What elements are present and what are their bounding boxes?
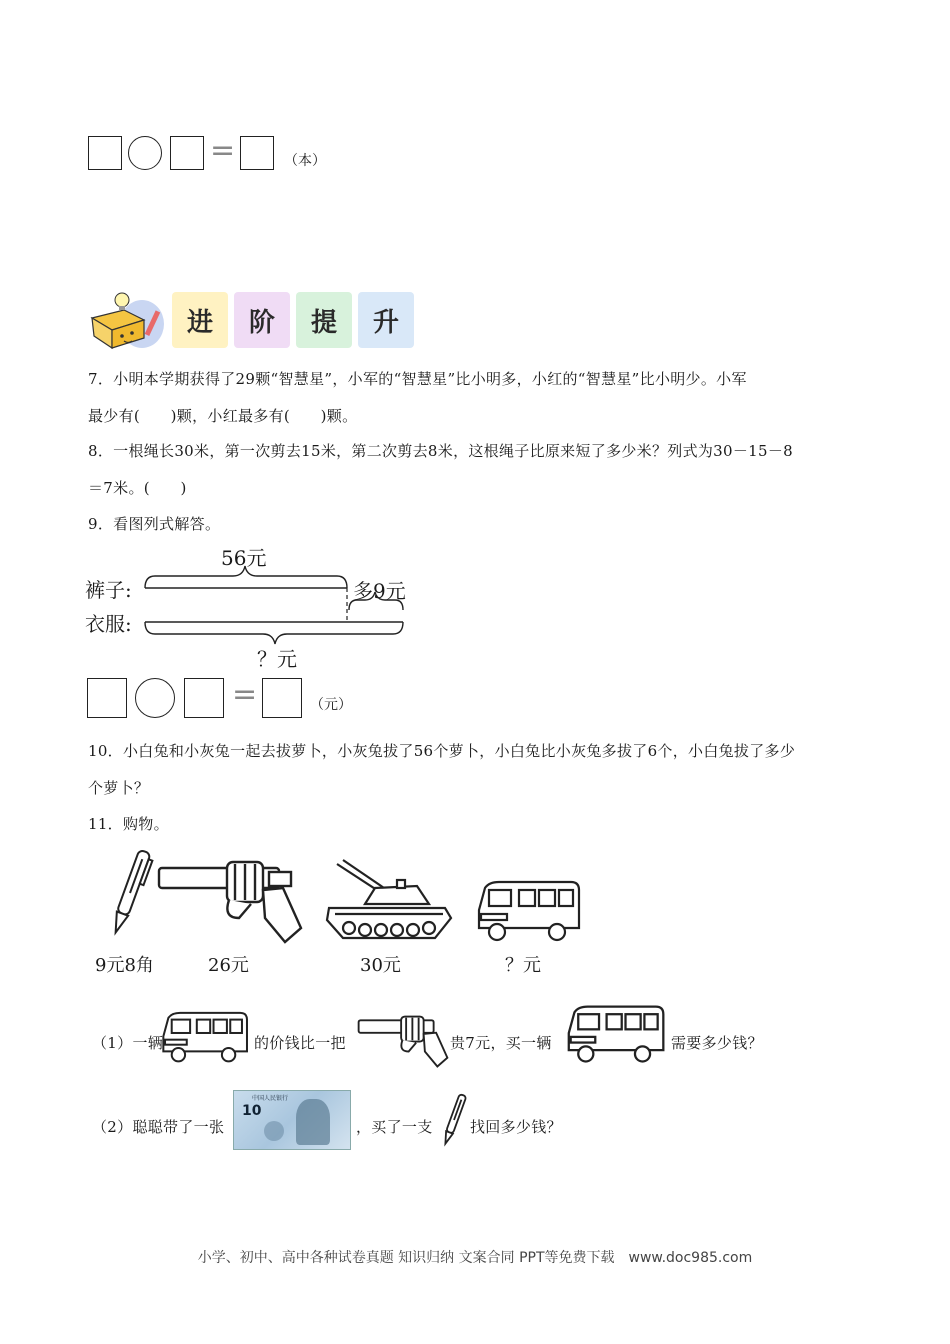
banner-tile-3: 提 [296,292,352,348]
q9-more-label: 多9元 [353,579,406,603]
van-small-icon-2 [565,1004,669,1070]
van-small-icon [160,1010,252,1070]
q11-sub2-text-c: 找回多少钱？ [470,1118,562,1136]
q9-equals-sign: = [232,677,258,712]
q11-sub1-text-d: 需要多少钱？ [671,1034,763,1052]
banner-tile-1: 进 [172,292,228,348]
van-icon [475,880,585,948]
q8-line-2: ＝7米。( ) [88,479,187,497]
q9-unit-label: （元） [310,697,352,713]
pen-small-icon [436,1088,472,1156]
operator-circle-1[interactable] [128,136,162,170]
q7-line-1: 7．小明本学期获得了29颗“智慧星”，小军的“智慧星”比小明多，小红的“智慧星”比小明少。小军 [88,370,747,388]
answer-box-3[interactable] [240,136,274,170]
price-toy-gun: 26元 [208,955,249,976]
answer-box-1[interactable] [88,136,122,170]
equals-sign: = [210,133,236,168]
footer-text: 小学、初中、高中各种试卷真题 知识归纳 文案合同 PPT等免费下载 www.doc985.com [197,1250,753,1266]
tank-icon [325,858,455,950]
q9-diagram [85,540,415,670]
q9-answer-box-2[interactable] [184,678,224,718]
price-pen: 9元8角 [95,955,154,976]
q9-answer-box-3[interactable] [262,678,302,718]
q8-line-1: 8．一根绳长30米，第一次剪去15米，第二次剪去8米，这根绳子比原来短了多少米？列式为30－15－8 [88,442,793,460]
banknote-header: 中国人民银行 [252,1095,289,1102]
q9-label-pants: 裤子: [85,578,132,602]
banknote-portrait-icon [296,1099,330,1145]
price-van: ？元 [505,955,541,976]
q9-top-value: 56元 [221,546,267,570]
q9-bottom-label: ？元 [257,647,297,671]
banner-mascot-icon [86,290,170,352]
q11-sub1-text-c: 贵7元，买一辆 [450,1034,552,1052]
q11-sub2-text-b: ，买了一支 [356,1118,433,1136]
q10-line-2: 个萝卜？ [88,779,150,797]
q11-title: 11．购物。 [88,815,169,833]
banner-tile-4: 升 [358,292,414,348]
toy-gun-small-icon [356,1014,450,1073]
banknote-seal-icon [264,1121,284,1141]
q9-operator-circle[interactable] [135,678,175,718]
q9-title: 9．看图列式解答。 [88,515,221,533]
q9-answer-box-1[interactable] [87,678,127,718]
answer-box-2[interactable] [170,136,204,170]
toy-gun-icon [155,858,305,950]
pen-icon [100,843,160,947]
q11-sub2-text-a: （2）聪聪带了一张 [92,1118,225,1136]
banner-tile-2: 阶 [234,292,290,348]
q11-sub1-text-a: （1）一辆 [92,1034,164,1052]
q9-label-clothes: 衣服: [85,612,132,636]
banknote-value: 10 [242,1103,262,1119]
unit-label: （本） [284,153,326,169]
q7-line-2: 最少有( )颗，小红最多有( )颗。 [88,407,358,425]
banknote-image [233,1090,351,1150]
q11-sub1-text-b: 的价钱比一把 [254,1034,346,1052]
q10-line-1: 10．小白兔和小灰兔一起去拔萝卜，小灰兔拔了56个萝卜，小白兔比小灰兔多拔了6个，小白兔拔了多少 [88,742,796,760]
price-tank: 30元 [360,955,401,976]
